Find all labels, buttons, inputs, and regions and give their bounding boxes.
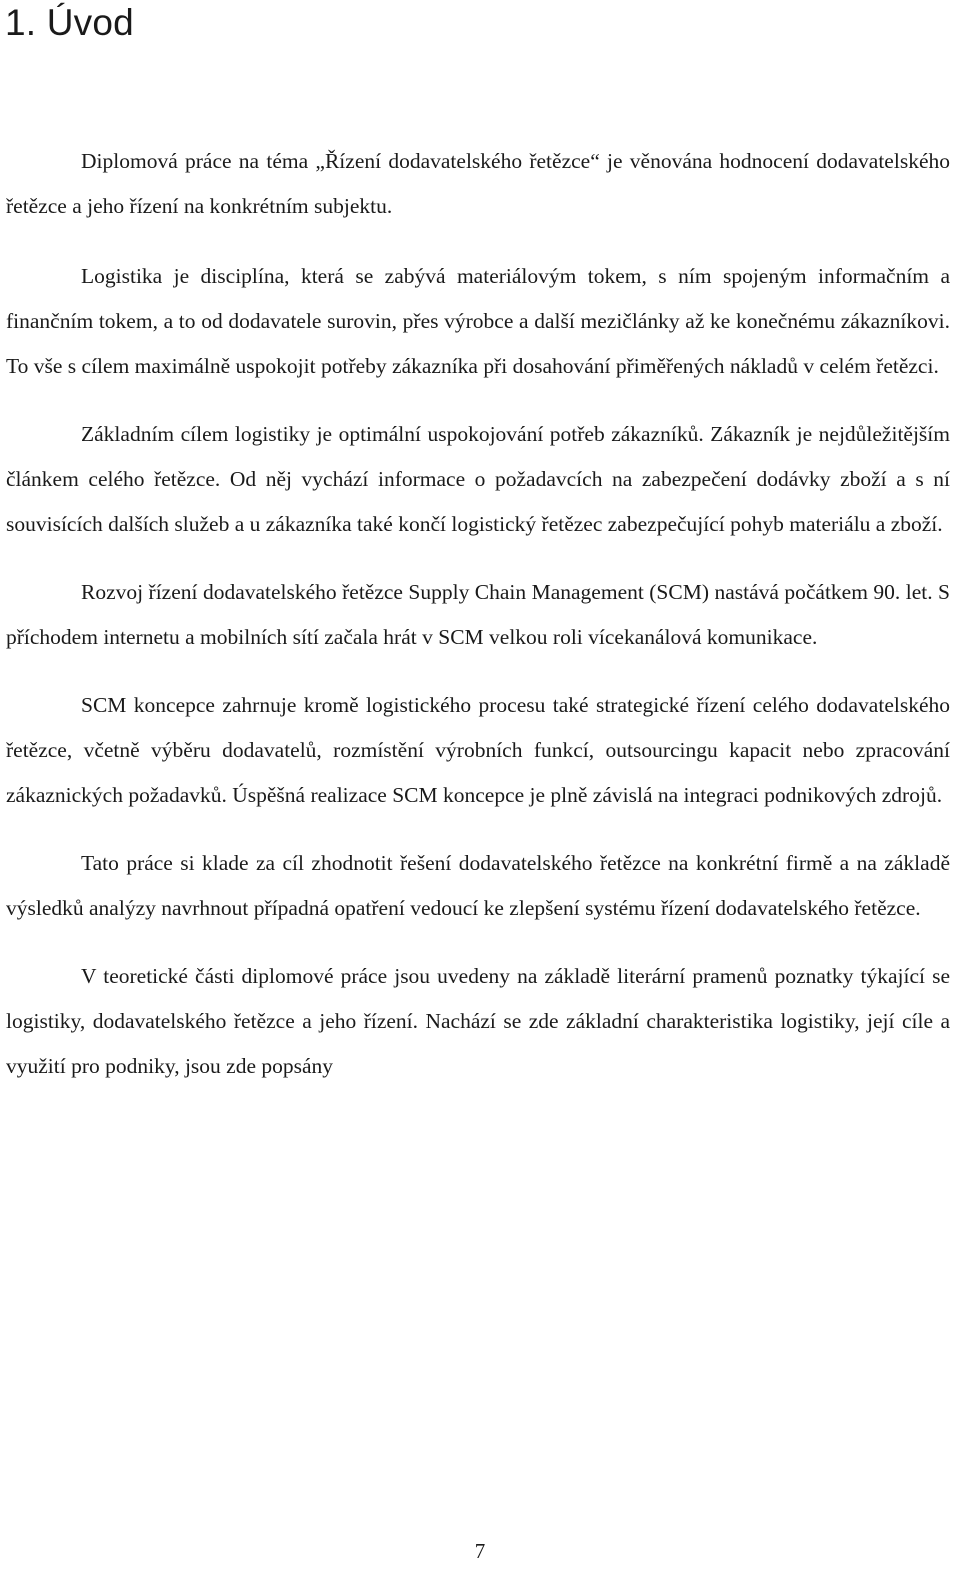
paragraph-scm-concept: SCM koncepce zahrnuje kromě logistického procesu také strategické řízení celého dodavatelského řetězce, včetně výběru dodavatelů, rozmístění výrobních funkcí, outsourcingu kapacit nebo zpracování zákaznických požadavků. Úspěšná realizace SCM koncepce je plně závislá na integraci podnikových zdrojů.	[6, 693, 950, 807]
page-number: 7	[474, 1539, 486, 1563]
paragraph-intro: Diplomová práce na téma „Řízení dodavatelského řetězce“ je věnována hodnocení dodavatelského řetězce a jeho řízení na konkrétním subjektu.	[6, 149, 950, 218]
paragraph-theory: V teoretické části diplomové práce jsou uvedeny na základě literární pramenů poznatky týkající se logistiky, dodavatelského řetězce a jeho řízení. Nachází se zde základní charakteristika logistiky, její cíle a využití pro podniky, jsou zde popsány	[6, 964, 950, 1078]
paragraph-customer: Základním cílem logistiky je optimální uspokojování potřeb zákazníků. Zákazník je nejdůležitějším článkem celého řetězce. Od něj vychází informace o požadavcích na zabezpečení dodávky zboží a s ní souvisících dalších služeb a u zákazníka také končí logistický řetězec zabezpečující pohyb materiálu a zboží.	[6, 422, 950, 536]
body-text	[6, 139, 950, 1112]
paragraph-logistics: Logistika je disciplína, která se zabývá materiálovým tokem, s ním spojeným informačním a finančním tokem, a to od dodavatele surovin, přes výrobce a další mezičlánky až ke konečnému zákazníkovi. To vše s cílem maximálně uspokojit potřeby zákazníka při dosahování přiměřených nákladů v celém řetězci.	[6, 264, 950, 378]
paragraph-scm-development: Rozvoj řízení dodavatelského řetězce Supply Chain Management (SCM) nastává počátkem 90. let. S příchodem internetu a mobilních sítí začala hrát v SCM velkou roli vícekanálová komunikace.	[6, 580, 950, 649]
chapter-heading: 1. Úvod	[5, 2, 134, 43]
paragraph-goal: Tato práce si klade za cíl zhodnotit řešení dodavatelského řetězce na konkrétní firmě a na základě výsledků analýzy navrhnout případná opatření vedoucí ke zlepšení systému řízení dodavatelského řetězce.	[6, 851, 950, 920]
